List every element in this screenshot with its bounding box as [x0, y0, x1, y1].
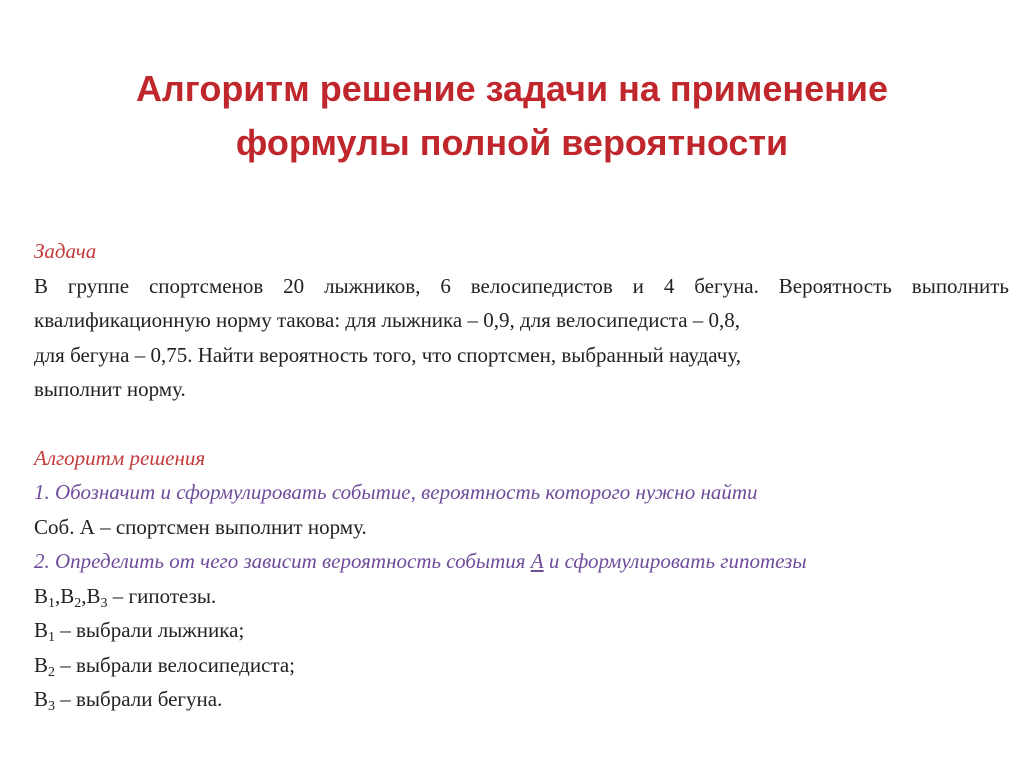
step-2-text-start: 2. Определить от чего зависит вероятность события [34, 549, 531, 573]
hypothesis-3-text: – выбрали бегуна. [55, 687, 223, 711]
title-line-2: формулы полной вероятности [235, 122, 789, 163]
hypothesis-1 [34, 613, 1009, 648]
algorithm-step-1: 1. Обозначит и сформулировать событие, вероятность которого нужно найти [34, 480, 758, 504]
subscript-1: 1 [48, 595, 56, 611]
b-letter: B [86, 583, 101, 608]
separator: , [81, 583, 87, 608]
subscript-2: 2 [48, 664, 56, 680]
algorithm-heading: Алгоритм решения [34, 445, 206, 470]
b-letter: B [34, 618, 49, 642]
hypothesis-2-text: – выбрали велосипедиста; [55, 652, 295, 677]
hypotheses-suffix: – гипотезы. [107, 583, 217, 608]
section-gap [34, 407, 1009, 441]
b-letter: B [60, 583, 75, 608]
slide-content [34, 234, 1009, 717]
subscript-3: 3 [100, 595, 108, 611]
subscript-1: 1 [48, 630, 56, 645]
b-letter: B [34, 687, 49, 711]
b-letter: B [34, 652, 49, 677]
task-line-2: квалификационную норму такова: для лыжника – 0,9, для велосипедиста – 0,8, [34, 308, 741, 332]
title-line-1: Алгоритм решение задачи на применение [135, 68, 889, 109]
hypothesis-symbol-b3 [86, 583, 108, 611]
hypothesis-3 [34, 682, 1009, 717]
hypothesis-1-text: – выбрали лыжника; [55, 618, 245, 642]
algorithm-step-2 [34, 544, 1009, 579]
subscript-2: 2 [74, 595, 82, 611]
b-letter: B [34, 583, 49, 608]
task-heading: Задача [34, 239, 97, 263]
step-2-event-symbol: А [530, 549, 544, 573]
task-line-4: выполнит норму. [34, 377, 186, 401]
task-line-3: для бегуна – 0,75. Найти вероятность того, что спортсмен, выбранный наудачу, [34, 342, 741, 367]
subscript-3: 3 [48, 699, 56, 714]
hypothesis-symbol-b1 [34, 583, 56, 611]
slide-title [40, 62, 984, 170]
separator: , [55, 583, 61, 608]
hypothesis-2 [34, 648, 1009, 683]
hypotheses-list [34, 579, 1009, 614]
task-line-1: В группе спортсменов 20 лыжников, 6 велосипедистов и 4 бегуна. Вероятность выполнить [34, 273, 1009, 298]
step-2-text-end: и сформулировать гипотезы [543, 549, 807, 573]
event-definition: Соб. А – спортсмен выполнит норму. [34, 514, 367, 539]
hypothesis-symbol-b2 [60, 583, 82, 611]
